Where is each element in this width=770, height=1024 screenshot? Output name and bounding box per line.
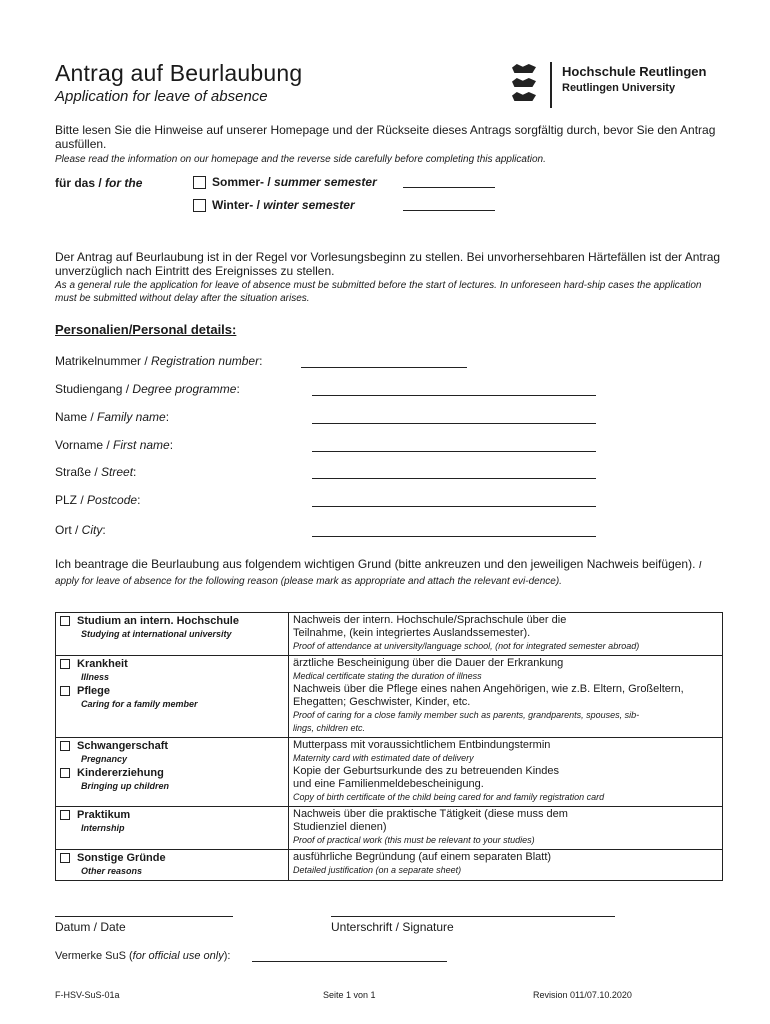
proof-text-en: Proof of practical work (this must be relevant to your studies) [293,835,535,845]
reason-intro-text [55,557,725,589]
field-label-suffix: : [102,523,106,537]
proof-text-de: Nachweis über die Pflege eines nahen Angehörigen, wie z.B. Eltern, Großeltern, [293,683,684,695]
signature-label: Unterschrift / Signature [331,920,454,934]
notice-text-en: As a general rule the application for leave of absence must be submitted before the start of lectures. In unforeseen hard-ship cases the application must be submitted without delay after the situation arises. [55,280,702,304]
street-field[interactable] [312,478,596,479]
reason-checkbox-illness[interactable] [60,659,70,669]
proof-text-en: Medical certificate stating the duration of illness [293,671,482,681]
field-label-en: City [81,523,103,537]
reason-label-de: Sonstige Gründe [77,852,166,864]
reasons-table [55,612,723,881]
field-label-suffix: : [169,438,174,452]
official-use-field[interactable] [252,961,447,962]
notice-text-de: Der Antrag auf Beurlaubung ist in der Regel vor Vorlesungsbeginn zu stellen. Bei unvorhersehbaren Härtefällen ist der Antrag unverzüglich nach Eintritt des Ereignisses zu stellen. [55,250,721,278]
reason-cell [56,850,289,881]
field-label-de: PLZ / [55,493,88,507]
proof-text-de: Kopie der Geburtsurkunde des zu betreuenden Kindes [293,765,560,777]
intro-text-de: Bitte lesen Sie die Hinweise auf unserer Homepage und der Rückseite dieses Antrags sorgfältig durch, bevor Sie den Antrag ausfüllen. [55,123,716,151]
reason-label-en: Illness [81,672,110,682]
family-name-field[interactable] [312,423,596,424]
first-name-field[interactable] [312,451,596,452]
proof-text-de: Nachweis der intern. Hochschule/Sprachschule über die [293,614,567,626]
proof-text-de: ausführliche Begründung (auf einem separaten Blatt) [293,851,552,863]
field-label-de: Straße / [55,465,102,479]
table-row [56,613,723,656]
proof-text-en: Proof of caring for a close family member such as parents, grandparents, spouses, sib- [293,710,640,720]
family-name-label [55,410,169,424]
field-label-suffix: : [236,382,240,396]
proof-text-en: lings, children etc. [293,723,366,733]
proof-cell [289,850,723,881]
proof-text-de: ärztliche Bescheinigung über die Dauer der Erkrankung [293,657,564,669]
street-label [55,465,136,479]
proof-cell [289,738,723,807]
proof-text-de: Ehegatten; Geschwister, Kinder, etc. [293,696,471,708]
field-label-suffix: : [137,493,141,507]
table-row [56,807,723,850]
reason-checkbox-other[interactable] [60,853,70,863]
proof-text-en: Copy of birth certificate of the child being cared for and family registration card [293,792,605,802]
field-label-de: Ort / [55,523,82,537]
field-label-en: First name [113,438,170,452]
reason-cell [56,807,289,850]
field-label-de: Studiengang / [55,382,133,396]
reason-label-en: Bringing up children [81,781,169,791]
official-use-label [55,950,230,962]
reason-intro-de: Ich beantrage die Beurlaubung aus folgendem wichtigen Grund (bitte ankreuzen und den jeweiligen Nachweis beifügen). [55,557,696,571]
coat-of-arms-icon [512,64,538,106]
logo-divider [550,62,552,108]
date-field[interactable] [55,916,233,917]
proof-text-en: Proof of attendance at university/language school, (not for integrated semester abroad) [293,641,640,651]
intro-text-en: Please read the information on our homepage and the reverse side carefully before completing this application. [55,154,546,165]
reason-checkbox-care[interactable] [60,686,70,696]
official-use-en: for official use only [132,950,224,962]
table-row [56,738,723,807]
reason-checkbox-international[interactable] [60,616,70,626]
reason-label-de: Pflege [77,685,111,697]
city-field[interactable] [312,536,596,537]
page-number: Seite 1 von 1 [323,990,376,1000]
proof-text-de: Teilnahme, (kein integriertes Auslandssemester). [293,627,531,639]
summer-semester-en: summer semester [274,175,377,189]
field-label-de: Name / [55,410,98,424]
reason-label-en: Other reasons [81,866,143,876]
summer-semester-de: Sommer- [212,175,265,189]
degree-programme-field[interactable] [312,395,596,396]
city-label [55,523,106,537]
logo-subtitle: Reutlingen University [562,82,676,94]
postcode-field[interactable] [312,506,596,507]
personal-details-heading: Personalien/Personal details: [55,322,237,337]
reason-label-en: Internship [81,823,125,833]
proof-cell [289,807,723,850]
reason-label [60,739,284,753]
reason-cell [56,656,289,738]
table-row [56,656,723,738]
signature-field[interactable] [331,916,615,917]
postcode-label [55,493,140,507]
reason-intro-en: I apply for leave of absence for the following reason (please mark as appropriate and attach the relevant evi-dence). [55,560,702,587]
reason-cell [56,738,289,807]
summer-semester-checkbox[interactable] [193,176,206,189]
registration-number-label [55,354,262,368]
summer-semester-year-line[interactable] [403,187,495,188]
reason-label [60,808,284,822]
reason-label-en: Pregnancy [81,754,128,764]
field-label-suffix: : [165,410,170,424]
winter-semester-de: Winter- [212,198,254,212]
proof-text-de: Nachweis über die praktische Tätigkeit (diese muss dem [293,808,568,820]
page-title: Antrag auf Beurlaubung [55,60,303,86]
degree-programme-label [55,382,240,396]
first-name-label [55,438,173,452]
university-logo [512,62,732,110]
reason-label [60,657,284,671]
reason-label [60,766,284,780]
field-label-en: Street [101,465,134,479]
semester-label: für das / for the [55,176,143,190]
reason-label [60,851,284,865]
reason-label-de: Kindererziehung [77,767,164,779]
field-label-en: Registration number [151,354,260,368]
proof-text-en: Maternity card with estimated date of delivery [293,753,474,763]
field-label-suffix: : [133,465,137,479]
reason-label [60,684,284,698]
date-label: Datum / Date [55,920,126,934]
reason-label-en: Studying at international university [81,629,232,639]
reason-checkbox-internship[interactable] [60,810,70,820]
field-label-en: Family name [97,410,166,424]
reason-checkbox-pregnancy[interactable] [60,741,70,751]
proof-text-de: und eine Familienmeldebescheinigung. [293,778,484,790]
field-label-de: Matrikelnummer / [55,354,152,368]
reason-cell [56,613,289,656]
field-label-en: Postcode [87,493,138,507]
winter-semester-label: Winter- / winter semester [212,198,355,212]
official-use-de: Vermerke SuS ( [55,950,133,962]
semester-label-en: for the [105,176,143,190]
winter-semester-checkbox[interactable] [193,199,206,212]
reason-label-de: Studium an intern. Hochschule [77,615,239,627]
official-use-suffix: ): [223,950,231,962]
revision: Revision 011/07.10.2020 [533,990,632,1000]
proof-cell [289,656,723,738]
registration-number-field[interactable] [301,367,467,368]
proof-cell [289,613,723,656]
reason-label-de: Krankheit [77,658,128,670]
logo-name: Hochschule Reutlingen [562,64,707,79]
semester-label-de: für das [55,176,96,190]
field-label-en: Degree programme [132,382,237,396]
winter-semester-year-line[interactable] [403,210,495,211]
reason-checkbox-children[interactable] [60,768,70,778]
reason-label [60,614,284,628]
field-label-suffix: : [259,354,263,368]
proof-text-en: Detailed justification (on a separate sheet) [293,865,462,875]
reason-label-de: Schwangerschaft [77,740,169,752]
reason-label-en: Caring for a family member [81,699,198,709]
reason-label-de: Praktikum [77,809,131,821]
winter-semester-en: winter semester [263,198,355,212]
table-row [56,850,723,881]
page-subtitle: Application for leave of absence [55,88,268,105]
form-id: F-HSV-SuS-01a [55,990,120,1000]
proof-text-de: Studienziel dienen) [293,821,387,833]
summer-semester-label: Sommer- / summer semester [212,175,377,189]
proof-text-de: Mutterpass mit voraussichtlichem Entbindungstermin [293,739,551,751]
field-label-de: Vorname / [55,438,114,452]
